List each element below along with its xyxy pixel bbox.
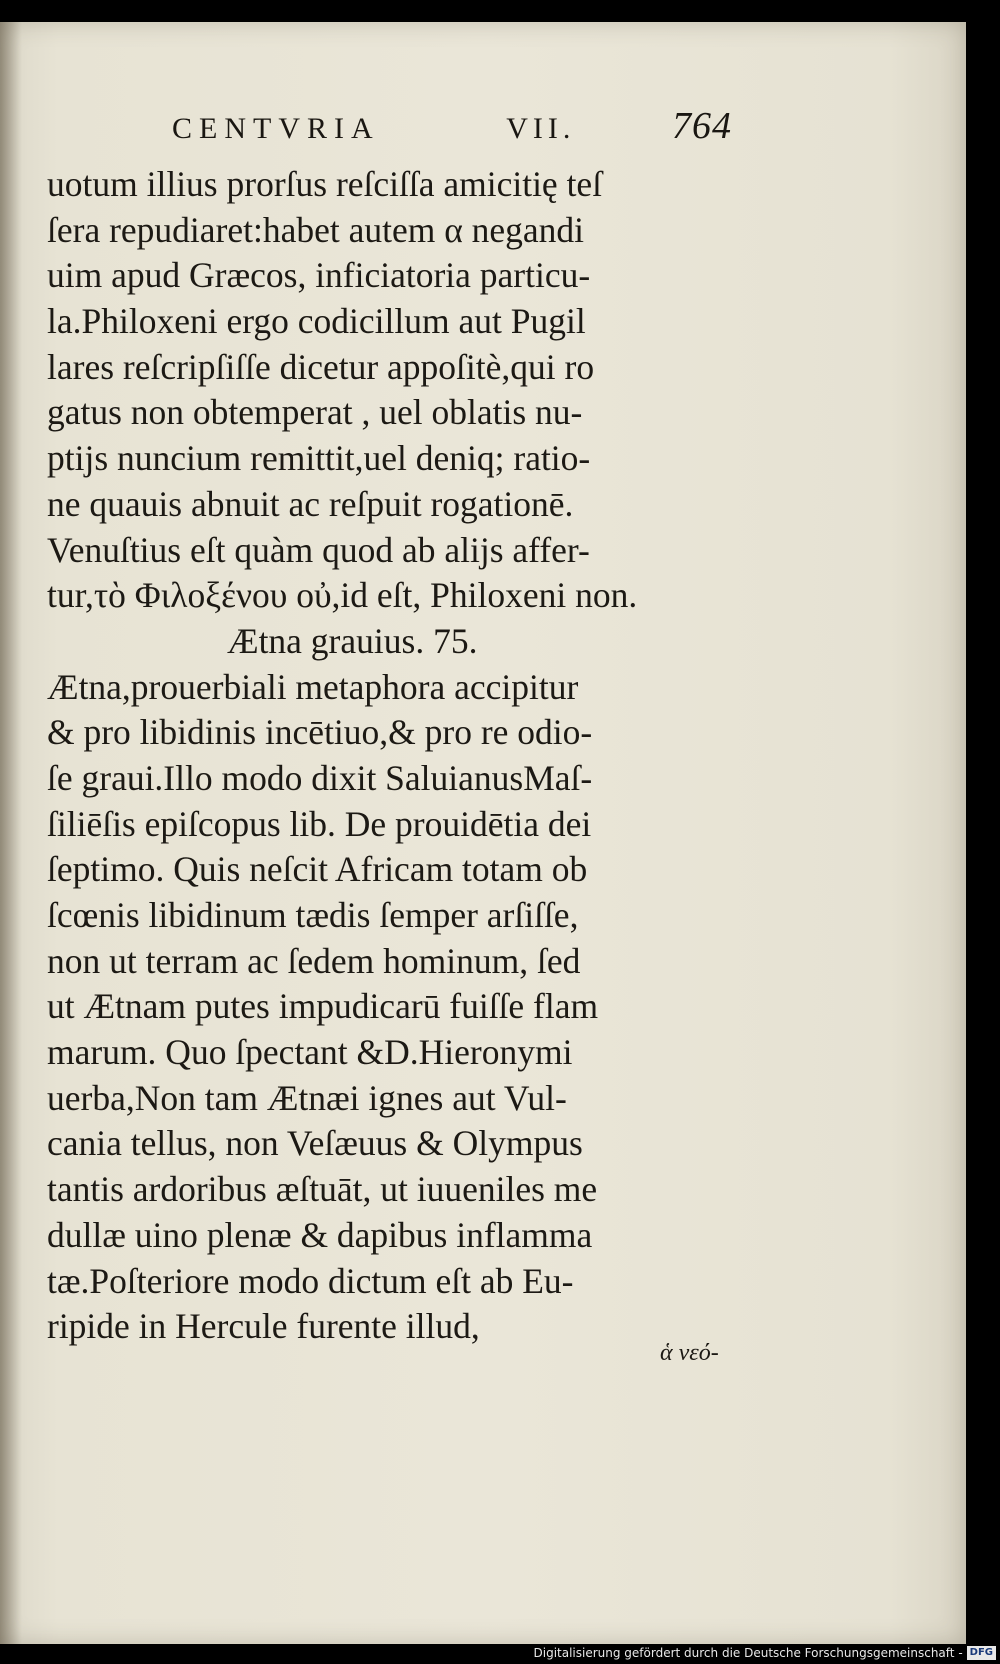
text-line: & pro libidinis incētiuo,& pro re odio- <box>47 712 593 753</box>
text-line: ut Ætnam putes impudicarū fuiſſe flam <box>47 986 599 1027</box>
text-line: ne quauis abnuit ac reſpuit rogationē. <box>47 483 574 524</box>
text-line: ſiliēſis epiſcopus lib. De prouidētia dei <box>47 803 592 844</box>
text-line: non ut terram ac ſedem hominum, ſed <box>47 940 581 981</box>
text-line: lares reſcripſiſſe dicetur appoſitè,qui ro <box>47 346 595 387</box>
text-line: tantis ardoribus æſtuāt, ut iuueniles me <box>47 1169 598 1210</box>
text-line: ptijs nuncium remittit,uel deniq; ratio- <box>47 438 591 479</box>
text-line: marum. Quo ſpectant &D.Hieronymi <box>47 1032 573 1073</box>
text-line: ripide in Hercule furente illud, <box>47 1306 480 1347</box>
page-number: 764 <box>672 105 732 147</box>
running-head-title: CENTVRIA <box>172 112 380 145</box>
footer-credit: Digitalisierung gefördert durch die Deutsche Forschungsgemeinschaft - <box>533 1646 963 1660</box>
text-line: uerba,Non tam Ætnæi ignes aut Vul- <box>47 1077 567 1118</box>
body-text <box>47 162 747 1350</box>
text-line: cania tellus, non Veſæuus & Olympus <box>47 1123 583 1164</box>
text-line: uotum illius prorſus reſciſſa amicitię teſ <box>47 164 603 204</box>
text-line: gatus non obtemperat , uel oblatis nu- <box>47 392 583 433</box>
catchword: ἁ νεό- <box>660 1340 719 1366</box>
text-line: tur,τὸ Φιλοξένου οὐ,id eſt, Philoxeni non. <box>47 575 638 616</box>
text-line: la.Philoxeni ergo codicillum aut Pugil <box>47 301 586 342</box>
spine-shadow <box>0 22 22 1644</box>
text-line: ſe graui.Illo modo dixit SaluianusMaſ- <box>47 757 593 798</box>
digitization-footer <box>534 1644 997 1662</box>
text-line: tæ.Poſteriore modo dictum eſt ab Eu- <box>47 1260 574 1301</box>
running-head-chapter: VII. <box>506 112 576 145</box>
text-line: dullæ uino plenæ & dapibus inflamma <box>47 1214 593 1255</box>
text-line: Venuſtius eſt quàm quod ab alijs affer- <box>47 529 590 570</box>
book-page <box>0 22 966 1644</box>
text-line: Ætna,prouerbiali metaphora accipitur <box>47 666 579 707</box>
text-line: ſeptimo. Quis neſcit Africam totam ob <box>47 849 588 890</box>
text-line: ſera repudiaret:habet autem α negandi <box>47 209 585 250</box>
running-head <box>172 104 732 150</box>
section-heading: Ætna grauius. 75. <box>227 620 478 661</box>
text-line: uim apud Græcos, inficiatoria particu- <box>47 255 591 296</box>
dfg-logo-icon: DFG <box>967 1646 996 1660</box>
text-line: ſcœnis libidinum tædis ſemper arſiſſe, <box>47 895 579 935</box>
